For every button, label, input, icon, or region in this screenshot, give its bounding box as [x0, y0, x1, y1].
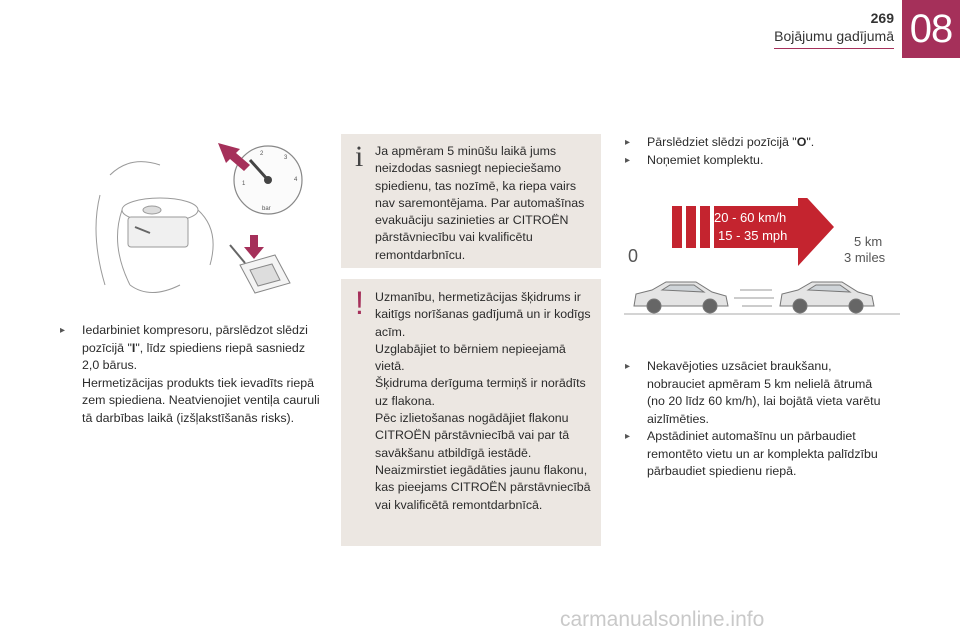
arrow-down-icon: [244, 235, 264, 259]
distance-km: 5 km: [854, 234, 883, 249]
gauge-tick: 4: [294, 177, 298, 183]
speed-distance-figure: [622, 198, 902, 318]
chapter-tab: [902, 0, 960, 58]
bullet-icon: ▸: [60, 325, 66, 336]
distance-miles: 3 miles: [844, 250, 886, 265]
chapter-number: 08: [909, 6, 953, 51]
bullet-icon: ▸: [625, 431, 631, 442]
switch-position-off: O: [796, 135, 807, 149]
step-switch-off: ▸ Pārslēdziet slēdzi pozīcijā "O".: [625, 134, 905, 152]
steps-switch-off: [625, 134, 905, 169]
bullet-icon: ▸: [625, 137, 631, 148]
speed-kmh: 20 - 60 km/h: [714, 210, 787, 225]
speed-mph: 15 - 35 mph: [718, 228, 788, 243]
info-box: i Ja apmēram 5 minūšu laikā jums neizdodas sasniegt nepieciešamo spiedienu, tas nozīmē, ka riepa vairs nav saremontējama. Par automašīnas evakuāciju sazinieties ar CITROËN pārstāvniecību vai kvalificētu remontdarbnīcu.: [341, 134, 601, 268]
page-number: 269: [870, 10, 894, 26]
gauge-tick: 3: [284, 155, 288, 161]
compressor-illustration: [90, 135, 315, 305]
watermark: carmanualsonline.info: [560, 608, 765, 631]
car-icon: [634, 282, 728, 313]
bullet-icon: ▸: [625, 361, 631, 372]
info-icon: i: [355, 140, 364, 173]
warning-exclamation-icon: !: [355, 285, 364, 321]
chapter-title: Bojājumu gadījumā: [774, 28, 894, 44]
gauge-tick: 2: [260, 151, 264, 157]
car-icon: [780, 282, 874, 313]
pressure-gauge: [234, 146, 302, 214]
gauge-tick: 1: [242, 181, 246, 187]
start-marker: 0: [628, 246, 639, 266]
header-divider: [774, 48, 894, 49]
gauge-unit: bar: [262, 206, 271, 212]
switch-position-on: I: [131, 340, 136, 355]
step-remove-kit: ▸ Noņemiet komplektu.: [625, 152, 905, 170]
bullet-icon: ▸: [625, 154, 631, 166]
warning-box: ! Uzmanību, hermetizācijas šķidrums ir kaitīgs norīšanas gadījumā un ir kodīgs acīm. Uzglabājiet to bērniem nepieejamā vietā. Šķidruma derīguma termiņš ir norādīts uz flakona. Pēc izlietošanas nogādājiet flakonu CITROËN pārstāvniecībā vai par tā savākšanu atbildīgā iestādē. Neaizmirstiet iegādāties jaunu flakonu, kas pieejams CITROËN pārstāvniecībā vai kvalificētā remontdarbnīcā.: [341, 279, 601, 546]
step-check-repair: ▸ Apstādiniet automašīnu un pārbaudiet remontēto vietu un ar komplekta palīdzību pārbaudiet spiedienu riepā.: [625, 428, 910, 481]
steps-drive: [625, 358, 910, 481]
step-start-compressor: ▸ Iedarbiniet kompresoru, pārslēdzot slēdzi pozīcijā "I", līdz spiediens riepā sasniedz 2,0 bārus. Hermetizācijas produkts tiek ievadīts riepā zem spiediena. Neatvienojiet ventiļa cauruli tā darbības laikā (izšļakstīšanās risks).: [60, 322, 328, 427]
step-drive-immediately: ▸ Nekavējoties uzsāciet braukšanu, nobrauciet apmēram 5 km nelielā ātrumā (no 20 līdz 60 km/h), lai bojātā vieta varētu aizlīmēties.: [625, 358, 910, 428]
